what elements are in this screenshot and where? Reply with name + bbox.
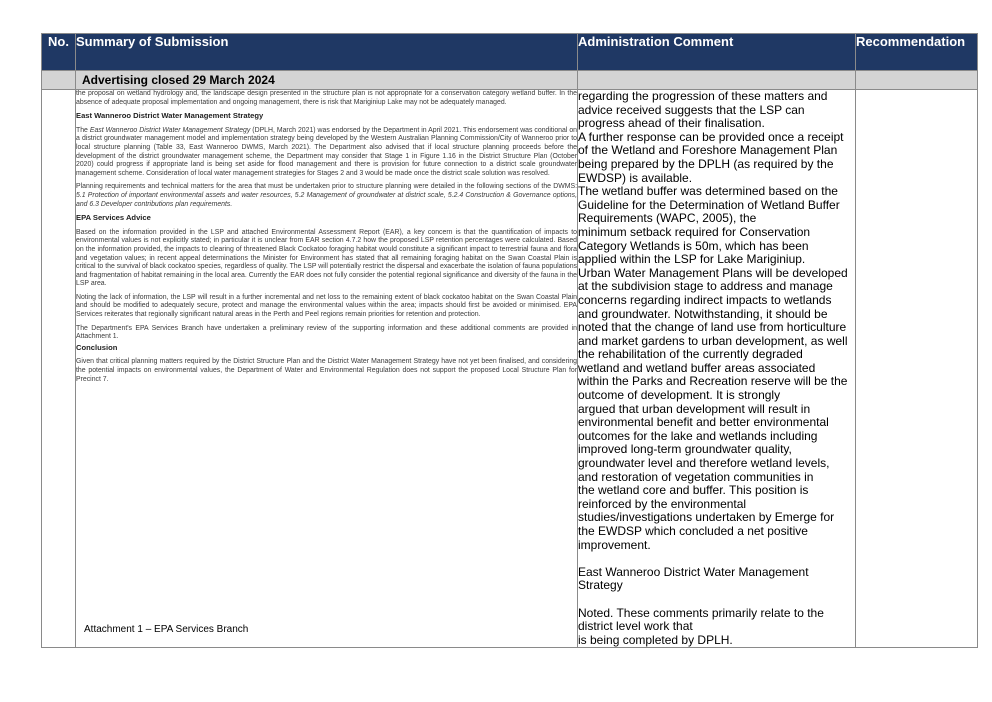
admin-comment-line: district level work that bbox=[578, 619, 693, 634]
admin-comment-line: The wetland buffer was determined based on the bbox=[578, 184, 838, 199]
admin-comment-line: and restoration of vegetation communities in bbox=[578, 469, 814, 484]
admin-comment-line: studies/investigations undertaken by Emerge for bbox=[578, 510, 835, 525]
admin-comment-line: improved long-term groundwater quality, bbox=[578, 442, 792, 457]
admin-comment-line: regarding the progression of these matters and bbox=[578, 89, 828, 103]
admin-comment-line: the wetland core and buffer. This position is bbox=[578, 483, 809, 498]
admin-comment-line: and market gardens to urban development, as well bbox=[578, 333, 848, 348]
admin-comment-line: environmental benefit and better environmental bbox=[578, 415, 829, 430]
admin-comment-line: noted that the change of land use from horticulture bbox=[578, 320, 847, 335]
header-no: No. bbox=[42, 34, 76, 71]
admin-comment-line: Noted. These comments primarily relate to the bbox=[578, 605, 824, 620]
summary-cell bbox=[76, 90, 578, 648]
scan-paragraph bbox=[76, 183, 577, 209]
admin-comment-line: reinforced by the environmental bbox=[578, 496, 747, 511]
submissions-table bbox=[41, 33, 978, 648]
attachment-label: Attachment 1 – EPA Services Branch bbox=[84, 624, 249, 636]
admin-comment-line: minimum setback required for Conservation bbox=[578, 224, 811, 239]
submission-row bbox=[42, 90, 978, 648]
scan-paragraph: Based on the information provided in the LSP and attached Environmental Assessment Report (EAR), a key concern is that the quantification of impacts to environmental values is not explicitly stated; in particular it is unclear from EAR section 4.7.2 how the proposed LSP retention percentages were calculated. Based on the information provided, the impacts to clearing of threatened Black Cockatoo foraging habitat would constitute a significant impact to terrestrial fauna and flora and vegetation values; in recent appeal determinations the Minister for Environment has stated that all remaining foraging habitat on the Swan Coastal Plain is critical to the survival of black cockatoo species, regardless of quality. The LSP will potentially restrict the dispersal and exacerbate the isolation of fauna populations and fragmentation of habitat remaining in the local area. Currently the EAR does not fully consider the potential regional significance and diversity of the fauna in the LSP area. bbox=[76, 228, 577, 288]
admin-comment-line: being prepared by the DPLH (as required by the bbox=[578, 156, 834, 171]
advertising-row bbox=[42, 71, 978, 90]
table-header-row bbox=[42, 34, 978, 71]
advertising-blank-cell-3 bbox=[856, 71, 978, 90]
admin-comment-cell bbox=[578, 90, 856, 648]
scan-italic-text: 5.1 Protection of important environmental assets and water resources, 5.2 Management of groundwater at district scale, 5.2.4 Construction & Governance options, and 6.3 Developer contributions plan requirements. bbox=[76, 191, 577, 208]
scan-paragraph: the proposal on wetland hydrology and, the landscape design presented in the structure plan is not appropriate for a conservation category wetland buffer. In the absence of adequate proposal implementation and ongoing management, there is risk that Mariginiup Lake may not be adequately managed. bbox=[76, 90, 577, 106]
admin-comment-line: applied within the LSP for Lake Mariginiup. bbox=[578, 252, 806, 267]
header-recommendation: Recommendation bbox=[856, 34, 978, 71]
admin-comment-line: within the Parks and Recreation reserve will be the bbox=[578, 374, 848, 389]
scanned-submission-excerpt bbox=[76, 90, 577, 384]
advertising-blank-cell bbox=[42, 71, 76, 90]
admin-comment-line: EWDSP) is available. bbox=[578, 170, 693, 185]
admin-comment-line: East Wanneroo District Water Management bbox=[578, 564, 809, 579]
header-admin-comment: Administration Comment bbox=[578, 34, 856, 71]
scan-paragraph bbox=[76, 127, 577, 179]
scan-heading-epa: EPA Services Advice bbox=[76, 213, 151, 223]
admin-comment-line: groundwater level and therefore wetland levels, bbox=[578, 456, 830, 471]
admin-comment-line: progress ahead of their finalisation. bbox=[578, 116, 765, 131]
scan-paragraph: Given that critical planning matters required by the District Structure Plan and the District Water Management Strategy have not yet been finalised, and considering the potential impacts on environmental values, the Department of Water and Environmental Regulation does not support the proposed Local Structure Plan for Precinct 7. bbox=[76, 358, 577, 383]
admin-comment-line: A further response can be provided once a receipt bbox=[578, 129, 844, 144]
advertising-blank-cell-2 bbox=[578, 71, 856, 90]
admin-comment-line: Category Wetlands is 50m, which has been bbox=[578, 238, 809, 253]
admin-comment-line: the rehabilitation of the currently degraded bbox=[578, 347, 803, 362]
admin-comment-gap bbox=[578, 552, 855, 566]
admin-comment-line: of the Wetland and Foreshore Management Plan bbox=[578, 143, 838, 158]
admin-comment-line: improvement. bbox=[578, 537, 651, 552]
admin-comment-line: concerns regarding indirect impacts to wetlands bbox=[578, 292, 832, 307]
scan-text: Planning requirements and technical matters for the area that must be undertaken prior to structure planning were detailed in the following sections of the DWMS: bbox=[76, 183, 577, 191]
scan-heading-conclusion: Conclusion bbox=[76, 342, 118, 352]
recommendation-cell bbox=[856, 90, 978, 648]
admin-comment-line: Guideline for the Determination of Wetland Buffer bbox=[578, 197, 840, 212]
scan-text: The bbox=[76, 126, 90, 134]
admin-comment-line: Strategy bbox=[578, 578, 623, 593]
admin-comment-line: the EWDSP which concluded a net positive bbox=[578, 524, 808, 538]
scan-text: (DPLH, March 2021) was endorsed by the Department in April 2021. This endorsement was conditional on a district groundwater management model and implementation strategy being developed by the Western Australian Planning Commission/City of Wanneroo prior to local structure planning (Table 33, East Wanneroo DWMS, March 2021). The Department also advised that if local structure planning proceeds before the development of the district groundwater management scheme, the Department may consider that Stage 1 in Figure 1.16 in the District Structure Plan (October 2020) could progress if appropriate land is being set aside for flood management and there is provision for future connection to a district scale groundwater management scheme. Consideration of local water management strategies for Stages 2 and 3 would be made once the district scale solution was resolved. bbox=[76, 126, 577, 177]
admin-comment-gap bbox=[578, 593, 855, 607]
submission-number-cell bbox=[42, 90, 76, 648]
admin-comment-line: is being completed by DPLH. bbox=[578, 632, 733, 647]
admin-comment-line: outcomes for the lake and wetlands including bbox=[578, 428, 818, 443]
scan-paragraph: The Department's EPA Services Branch have undertaken a preliminary review of the supporting information and these additional comments are provided in Attachment 1. bbox=[76, 324, 577, 341]
scan-heading-dwms: East Wanneroo District Water Management Strategy bbox=[76, 111, 264, 121]
admin-comment-line: advice received suggests that the LSP can bbox=[578, 102, 805, 117]
admin-comment-line: wetland and wetland buffer areas associated bbox=[578, 360, 816, 375]
admin-comment-line: outcome of development. It is strongly bbox=[578, 388, 781, 403]
advertising-closed-label: Advertising closed 29 March 2024 bbox=[76, 71, 578, 90]
admin-comment-line: and groundwater. Notwithstanding, it should be bbox=[578, 306, 828, 321]
admin-comment-line: at the subdivision stage to address and manage bbox=[578, 279, 833, 294]
scan-italic-text: East Wanneroo District Water Management Strategy bbox=[89, 126, 251, 134]
header-summary: Summary of Submission bbox=[76, 34, 578, 71]
admin-comment-line: Requirements (WAPC, 2005), the bbox=[578, 211, 757, 226]
admin-comment-line: argued that urban development will result in bbox=[578, 401, 811, 416]
admin-comment-text bbox=[578, 90, 855, 647]
admin-comment-line: Urban Water Management Plans will be developed bbox=[578, 265, 848, 280]
scan-paragraph: Noting the lack of information, the LSP will result in a further incremental and net loss to the remaining extent of black cockatoo habitat on the Swan Coastal Plain and should be modified to adequately secure, protect and manage the environmental values within the area; impacts should first be avoided or minimised. EPA Services reiterates that regionally significant natural areas in the Perth and Peel regions remain priorities for retention and protection. bbox=[76, 293, 577, 319]
